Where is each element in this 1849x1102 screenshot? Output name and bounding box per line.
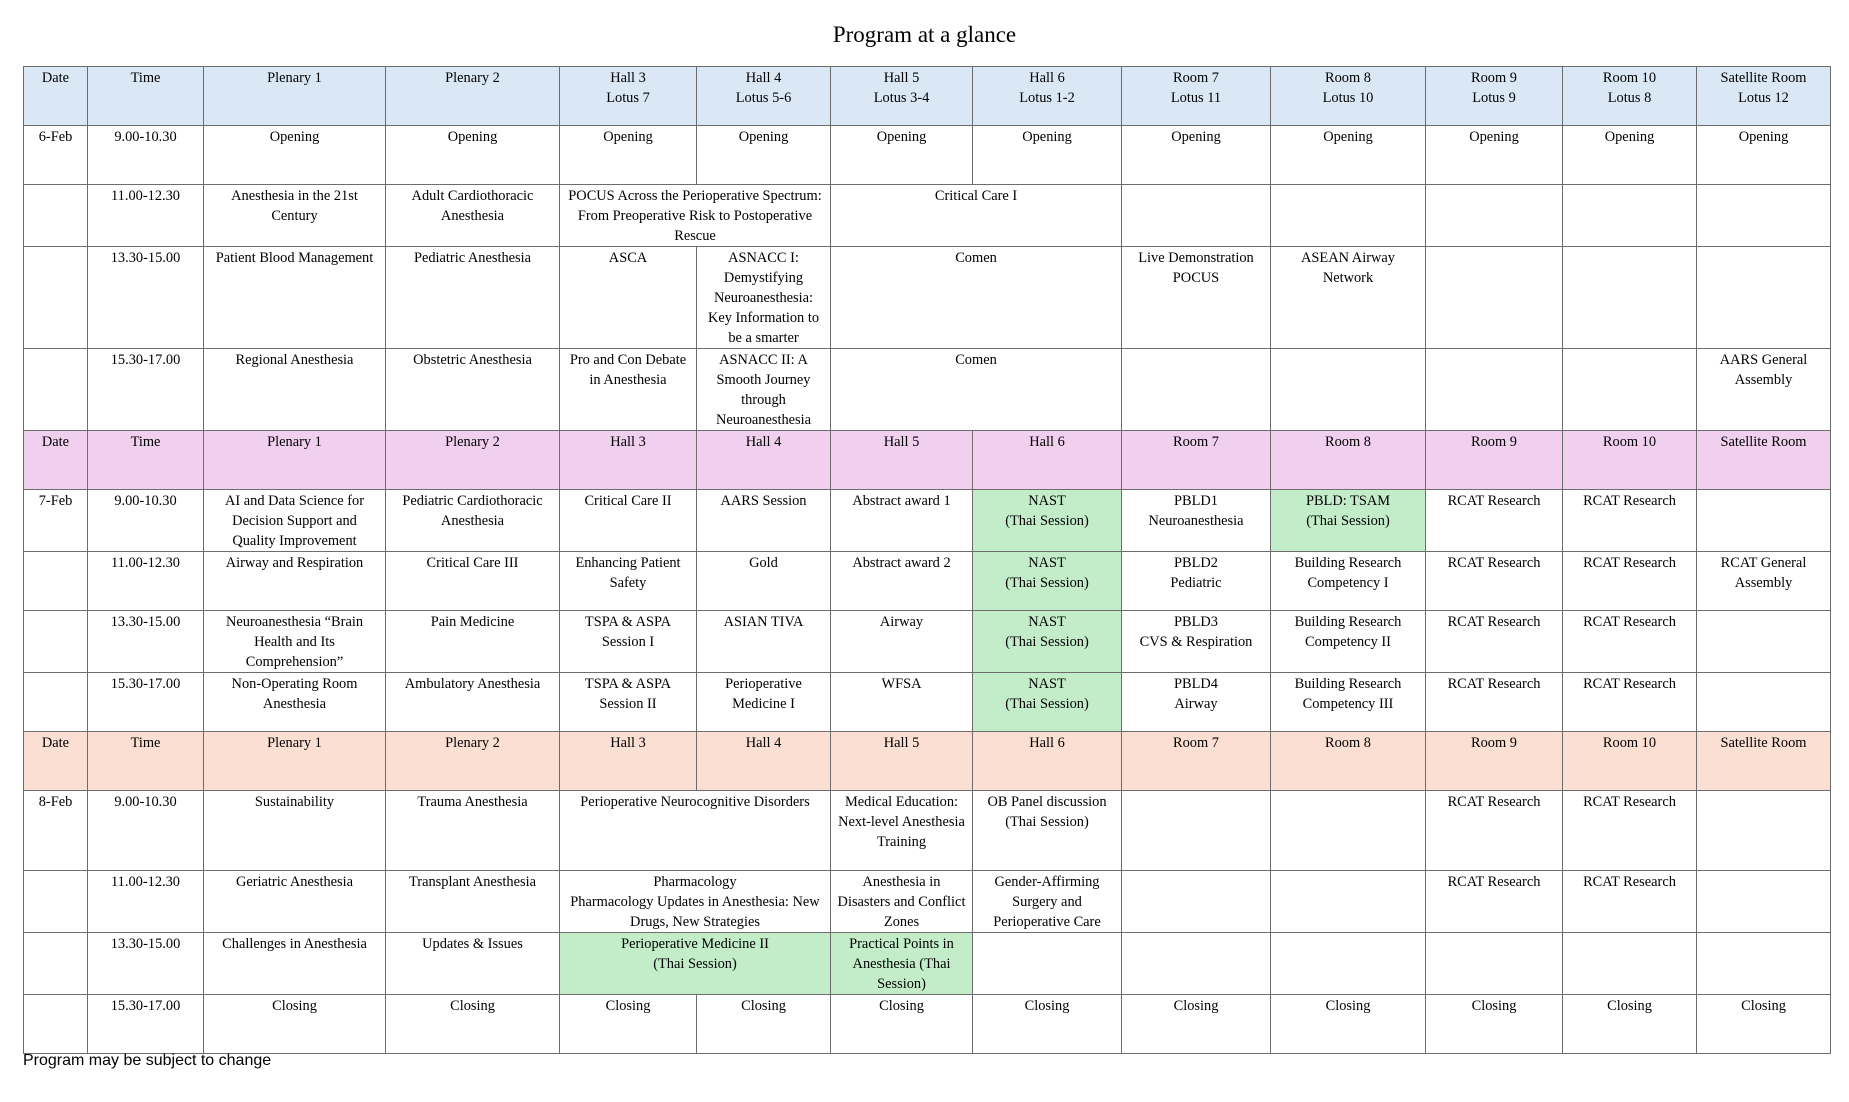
session-cell: RCAT Research — [1426, 673, 1563, 732]
session-cell: WFSA — [831, 673, 973, 732]
header-cell: Room 8 Lotus 10 — [1271, 67, 1426, 126]
session-cell — [1697, 490, 1831, 552]
header-cell: Plenary 2 — [386, 67, 560, 126]
header-cell: Room 7 Lotus 11 — [1122, 67, 1271, 126]
header-cell: Room 8 — [1271, 431, 1426, 490]
session-cell: Enhancing Patient Safety — [560, 552, 697, 611]
session-cell: Opening — [560, 126, 697, 185]
header-cell: Hall 6 — [973, 732, 1122, 791]
session-cell: Pediatric Anesthesia — [386, 247, 560, 349]
session-cell: RCAT Research — [1426, 490, 1563, 552]
header-cell: Time — [88, 732, 204, 791]
session-cell: Closing — [973, 995, 1122, 1054]
session-cell: Opening — [1697, 126, 1831, 185]
footer-note: Program may be subject to change — [23, 1052, 272, 1069]
session-cell: Building Research Competency I — [1271, 552, 1426, 611]
session-cell: Building Research Competency II — [1271, 611, 1426, 673]
time-cell: 9.00-10.30 — [88, 490, 204, 552]
session-cell: Closing — [1697, 995, 1831, 1054]
session-cell: Closing — [1426, 995, 1563, 1054]
session-cell: RCAT Research — [1563, 673, 1697, 732]
session-cell: RCAT Research — [1563, 490, 1697, 552]
time-cell: 13.30-15.00 — [88, 611, 204, 673]
header-cell: Plenary 1 — [204, 67, 386, 126]
session-cell — [1697, 933, 1831, 995]
header-cell: Date — [24, 67, 88, 126]
session-cell: RCAT Research — [1426, 871, 1563, 933]
program-table — [23, 66, 1831, 1054]
table-row — [24, 871, 1831, 933]
time-cell: 13.30-15.00 — [88, 933, 204, 995]
table-row — [24, 673, 1831, 732]
session-cell: Comen — [831, 247, 1122, 349]
session-cell: Opening — [1271, 126, 1426, 185]
header-cell: Time — [88, 431, 204, 490]
header-cell: Plenary 2 — [386, 732, 560, 791]
date-cell — [24, 611, 88, 673]
session-cell: Geriatric Anesthesia — [204, 871, 386, 933]
day2-section — [24, 431, 1831, 732]
session-cell: Patient Blood Management — [204, 247, 386, 349]
session-cell — [1122, 349, 1271, 431]
header-cell: Satellite Room — [1697, 431, 1831, 490]
session-cell: Building Research Competency III — [1271, 673, 1426, 732]
session-cell — [1426, 933, 1563, 995]
session-cell: Practical Points in Anesthesia (Thai Session) — [831, 933, 973, 995]
header-cell: Plenary 1 — [204, 431, 386, 490]
header-cell: Room 9 Lotus 9 — [1426, 67, 1563, 126]
session-cell: RCAT Research — [1426, 791, 1563, 871]
page-title: Program at a glance — [832, 22, 1017, 47]
day1-section — [24, 67, 1831, 431]
session-cell: NAST (Thai Session) — [973, 490, 1122, 552]
session-cell — [1426, 349, 1563, 431]
header-row — [24, 732, 1831, 791]
session-cell — [1563, 349, 1697, 431]
session-cell: ASEAN Airway Network — [1271, 247, 1426, 349]
header-cell: Hall 3 — [560, 431, 697, 490]
session-cell: Anesthesia in Disasters and Conflict Zones — [831, 871, 973, 933]
session-cell: Closing — [386, 995, 560, 1054]
header-cell: Room 7 — [1122, 732, 1271, 791]
session-cell: PBLD2 Pediatric — [1122, 552, 1271, 611]
session-cell: Sustainability — [204, 791, 386, 871]
date-cell — [24, 185, 88, 247]
header-cell: Time — [88, 67, 204, 126]
header-row — [24, 431, 1831, 490]
header-cell: Hall 6 Lotus 1-2 — [973, 67, 1122, 126]
table-row — [24, 349, 1831, 431]
time-cell: 13.30-15.00 — [88, 247, 204, 349]
session-cell — [1697, 247, 1831, 349]
session-cell — [973, 933, 1122, 995]
session-cell: ASNACC II: A Smooth Journey through Neuroanesthesia — [697, 349, 831, 431]
session-cell — [1697, 611, 1831, 673]
time-cell: 9.00-10.30 — [88, 126, 204, 185]
session-cell: TSPA & ASPA Session I — [560, 611, 697, 673]
table-row — [24, 185, 1831, 247]
time-cell: 15.30-17.00 — [88, 673, 204, 732]
table-row — [24, 933, 1831, 995]
session-cell — [1271, 791, 1426, 871]
date-cell: 8-Feb — [24, 791, 88, 871]
session-cell: RCAT Research — [1563, 791, 1697, 871]
date-cell — [24, 247, 88, 349]
header-cell: Plenary 1 — [204, 732, 386, 791]
header-cell: Hall 3 Lotus 7 — [560, 67, 697, 126]
time-cell: 11.00-12.30 — [88, 871, 204, 933]
session-cell — [1122, 933, 1271, 995]
table-row — [24, 247, 1831, 349]
date-cell — [24, 673, 88, 732]
session-cell: Closing — [831, 995, 973, 1054]
session-cell: Regional Anesthesia — [204, 349, 386, 431]
session-cell: RCAT Research — [1563, 552, 1697, 611]
session-cell — [1697, 871, 1831, 933]
header-cell: Room 9 — [1426, 431, 1563, 490]
header-cell: Date — [24, 431, 88, 490]
session-cell — [1122, 185, 1271, 247]
date-cell — [24, 933, 88, 995]
table-row — [24, 791, 1831, 871]
session-cell — [1697, 673, 1831, 732]
session-cell — [1271, 871, 1426, 933]
session-cell: PBLD3 CVS & Respiration — [1122, 611, 1271, 673]
session-cell — [1563, 185, 1697, 247]
session-cell: ASIAN TIVA — [697, 611, 831, 673]
session-cell: ASNACC I: Demystifying Neuroanesthesia: Key Information to be a smarter — [697, 247, 831, 349]
header-cell: Room 7 — [1122, 431, 1271, 490]
session-cell: Critical Care I — [831, 185, 1122, 247]
session-cell: PBLD: TSAM (Thai Session) — [1271, 490, 1426, 552]
session-cell: Opening — [204, 126, 386, 185]
table-row — [24, 126, 1831, 185]
session-cell: AARS General Assembly — [1697, 349, 1831, 431]
session-cell: Opening — [386, 126, 560, 185]
session-cell: OB Panel discussion (Thai Session) — [973, 791, 1122, 871]
session-cell: NAST (Thai Session) — [973, 552, 1122, 611]
session-cell: Critical Care III — [386, 552, 560, 611]
session-cell: Opening — [831, 126, 973, 185]
session-cell: Pediatric Cardiothoracic Anesthesia — [386, 490, 560, 552]
session-cell: Challenges in Anesthesia — [204, 933, 386, 995]
session-cell: TSPA & ASPA Session II — [560, 673, 697, 732]
date-cell — [24, 871, 88, 933]
session-cell: NAST (Thai Session) — [973, 673, 1122, 732]
session-cell: Anesthesia in the 21st Century — [204, 185, 386, 247]
date-cell: 7-Feb — [24, 490, 88, 552]
session-cell — [1271, 933, 1426, 995]
time-cell: 15.30-17.00 — [88, 995, 204, 1054]
session-cell — [1122, 871, 1271, 933]
session-cell: Perioperative Medicine II (Thai Session) — [560, 933, 831, 995]
header-cell: Room 10 Lotus 8 — [1563, 67, 1697, 126]
session-cell — [1697, 791, 1831, 871]
session-cell: RCAT Research — [1426, 552, 1563, 611]
day3-section — [24, 732, 1831, 1054]
session-cell — [1271, 349, 1426, 431]
table-row — [24, 490, 1831, 552]
session-cell: Pro and Con Debate in Anesthesia — [560, 349, 697, 431]
header-cell: Room 10 — [1563, 732, 1697, 791]
session-cell — [1697, 185, 1831, 247]
session-cell: Critical Care II — [560, 490, 697, 552]
time-cell: 9.00-10.30 — [88, 791, 204, 871]
session-cell: RCAT Research — [1426, 611, 1563, 673]
session-cell: AARS Session — [697, 490, 831, 552]
header-cell: Plenary 2 — [386, 431, 560, 490]
session-cell: Opening — [697, 126, 831, 185]
session-cell: Medical Education: Next-level Anesthesia Training — [831, 791, 973, 871]
session-cell: Closing — [1271, 995, 1426, 1054]
header-cell: Room 10 — [1563, 431, 1697, 490]
session-cell: Trauma Anesthesia — [386, 791, 560, 871]
header-cell: Hall 5 Lotus 3-4 — [831, 67, 973, 126]
date-cell — [24, 349, 88, 431]
header-row — [24, 67, 1831, 126]
session-cell: Pharmacology Pharmacology Updates in Anesthesia: New Drugs, New Strategies — [560, 871, 831, 933]
session-cell: AI and Data Science for Decision Support and Quality Improvement — [204, 490, 386, 552]
session-cell: Pain Medicine — [386, 611, 560, 673]
session-cell: Non-Operating Room Anesthesia — [204, 673, 386, 732]
session-cell: Adult Cardiothoracic Anesthesia — [386, 185, 560, 247]
table-row — [24, 611, 1831, 673]
time-cell: 15.30-17.00 — [88, 349, 204, 431]
session-cell — [1563, 247, 1697, 349]
header-cell: Satellite Room — [1697, 732, 1831, 791]
date-cell: 6-Feb — [24, 126, 88, 185]
header-cell: Hall 4 — [697, 431, 831, 490]
header-cell: Hall 5 — [831, 732, 973, 791]
session-cell: Perioperative Neurocognitive Disorders — [560, 791, 831, 871]
session-cell: Closing — [1122, 995, 1271, 1054]
session-cell: Closing — [1563, 995, 1697, 1054]
table-row — [24, 995, 1831, 1054]
date-cell — [24, 552, 88, 611]
session-cell: Opening — [1122, 126, 1271, 185]
session-cell: POCUS Across the Perioperative Spectrum: From Preoperative Risk to Postoperative Rescue — [560, 185, 831, 247]
session-cell: Ambulatory Anesthesia — [386, 673, 560, 732]
session-cell: RCAT General Assembly — [1697, 552, 1831, 611]
session-cell: Abstract award 2 — [831, 552, 973, 611]
session-cell: Transplant Anesthesia — [386, 871, 560, 933]
header-cell: Hall 4 Lotus 5-6 — [697, 67, 831, 126]
session-cell: Opening — [973, 126, 1122, 185]
header-cell: Hall 6 — [973, 431, 1122, 490]
session-cell: Airway — [831, 611, 973, 673]
time-cell: 11.00-12.30 — [88, 185, 204, 247]
header-cell: Hall 3 — [560, 732, 697, 791]
session-cell — [1426, 247, 1563, 349]
header-cell: Room 9 — [1426, 732, 1563, 791]
session-cell: Closing — [697, 995, 831, 1054]
session-cell: Perioperative Medicine I — [697, 673, 831, 732]
session-cell: Gender-Affirming Surgery and Perioperative Care — [973, 871, 1122, 933]
header-cell: Date — [24, 732, 88, 791]
session-cell: PBLD1 Neuroanesthesia — [1122, 490, 1271, 552]
table-row — [24, 552, 1831, 611]
session-cell: Opening — [1426, 126, 1563, 185]
session-cell: Closing — [560, 995, 697, 1054]
session-cell: ASCA — [560, 247, 697, 349]
session-cell: RCAT Research — [1563, 611, 1697, 673]
session-cell: Neuroanesthesia “Brain Health and Its Comprehension” — [204, 611, 386, 673]
session-cell: Airway and Respiration — [204, 552, 386, 611]
session-cell: Obstetric Anesthesia — [386, 349, 560, 431]
header-cell: Hall 4 — [697, 732, 831, 791]
session-cell: Comen — [831, 349, 1122, 431]
session-cell: Opening — [1563, 126, 1697, 185]
session-cell: RCAT Research — [1563, 871, 1697, 933]
session-cell: Updates & Issues — [386, 933, 560, 995]
session-cell: Gold — [697, 552, 831, 611]
header-cell: Hall 5 — [831, 431, 973, 490]
session-cell: Abstract award 1 — [831, 490, 973, 552]
session-cell — [1122, 791, 1271, 871]
date-cell — [24, 995, 88, 1054]
session-cell: Live Demonstration POCUS — [1122, 247, 1271, 349]
header-cell: Room 8 — [1271, 732, 1426, 791]
session-cell: Closing — [204, 995, 386, 1054]
session-cell: PBLD4 Airway — [1122, 673, 1271, 732]
header-cell: Satellite Room Lotus 12 — [1697, 67, 1831, 126]
session-cell — [1271, 185, 1426, 247]
time-cell: 11.00-12.30 — [88, 552, 204, 611]
session-cell: NAST (Thai Session) — [973, 611, 1122, 673]
session-cell — [1426, 185, 1563, 247]
session-cell — [1563, 933, 1697, 995]
